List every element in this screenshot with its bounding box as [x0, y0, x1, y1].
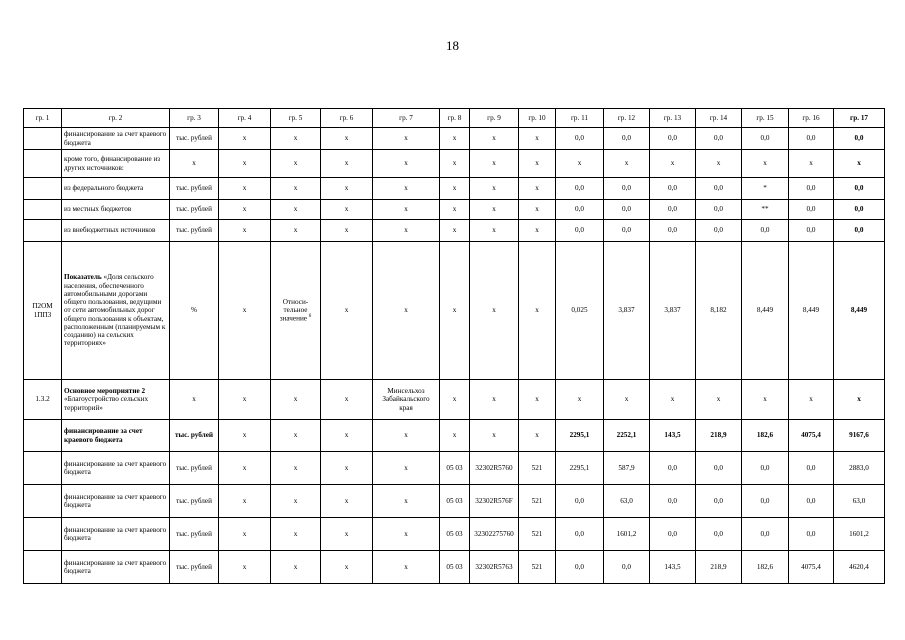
relative-value-label: Относи-тельное значение	[279, 297, 309, 323]
table-cell: x	[271, 420, 321, 452]
table-cell: тыс. рублей	[170, 420, 219, 452]
table-cell: x	[373, 420, 440, 452]
table-cell: 4620,4	[834, 551, 885, 584]
indicator-title-rest: «Доля сельского населения, обеспеченного автомобильными дорогами общего пользования, ведущими от сети автомобильных дорог общего пользования к объектам, расположенным (планируемым к созданию) на сельских территориях»	[64, 273, 166, 348]
row-label: финансирование за счет краевого бюджета	[62, 485, 170, 518]
table-cell: 32302R576F	[470, 485, 519, 518]
table-cell: тыс. рублей	[170, 452, 219, 485]
table-cell: 2883,0	[834, 452, 885, 485]
table-cell: x	[834, 380, 885, 420]
table-cell: 2295,1	[556, 420, 604, 452]
table-cell: 3,837	[650, 242, 696, 380]
table-cell: x	[470, 128, 519, 150]
table-cell: x	[219, 518, 271, 551]
table-cell: x	[271, 452, 321, 485]
measure-title-rest: «Благоустройство сельских территорий»	[64, 395, 149, 412]
measure-title-bold: Основное мероприятие 2	[64, 387, 146, 396]
table-cell: 143,5	[650, 551, 696, 584]
table-cell: x	[219, 128, 271, 150]
table-cell: 1601,2	[604, 518, 650, 551]
table-cell: x	[321, 420, 373, 452]
table-cell: 587,9	[604, 452, 650, 485]
table-cell: x	[696, 150, 742, 178]
page-number: 18	[446, 38, 459, 53]
column-header: гр. 9	[470, 109, 519, 128]
table-cell: x	[321, 518, 373, 551]
column-header: гр. 6	[321, 109, 373, 128]
budget-table	[23, 108, 885, 584]
table-cell: x	[271, 200, 321, 220]
table-cell: 0,0	[650, 200, 696, 220]
table-cell: 0,0	[834, 200, 885, 220]
table-cell: x	[440, 380, 470, 420]
table-cell: x	[440, 128, 470, 150]
table-cell: 05 03	[440, 551, 470, 584]
table-cell: тыс. рублей	[170, 128, 219, 150]
table-cell	[271, 242, 321, 380]
table-cell: 05 03	[440, 518, 470, 551]
table-cell: x	[219, 420, 271, 452]
table-cell: x	[219, 150, 271, 178]
table-cell: 0,0	[650, 220, 696, 242]
table-cell: Минсельхоз Забайкальского края	[373, 380, 440, 420]
table-cell: x	[556, 380, 604, 420]
table-cell: 0,0	[696, 485, 742, 518]
table-cell: тыс. рублей	[170, 178, 219, 200]
table-cell: тыс. рублей	[170, 485, 219, 518]
table-cell: 0,0	[604, 551, 650, 584]
table-cell: x	[519, 380, 556, 420]
table-cell: 0,0	[742, 452, 789, 485]
table-cell: x	[519, 242, 556, 380]
table-cell: тыс. рублей	[170, 200, 219, 220]
table-cell: 32302R5760	[470, 452, 519, 485]
table-cell: x	[519, 200, 556, 220]
table-cell: x	[219, 485, 271, 518]
table-cell: 0,0	[650, 485, 696, 518]
table-cell: 0,0	[556, 178, 604, 200]
measure-title	[62, 380, 170, 420]
table-cell: x	[373, 150, 440, 178]
table-cell: x	[321, 452, 373, 485]
funding-total-label: финансирование за счет краевого бюджета	[62, 420, 170, 452]
table-cell: x	[440, 150, 470, 178]
table-cell: x	[170, 380, 219, 420]
row-label: финансирование за счет краевого бюджета	[62, 452, 170, 485]
table-cell: **	[742, 200, 789, 220]
table-cell: 3,837	[604, 242, 650, 380]
table-cell: x	[271, 178, 321, 200]
row-label: финансирование за счет краевого бюджета	[62, 551, 170, 584]
table-cell: 0,0	[696, 200, 742, 220]
column-header: гр. 15	[742, 109, 789, 128]
table-cell: *	[742, 178, 789, 200]
table-cell: x	[219, 242, 271, 380]
table-cell: 0,0	[696, 220, 742, 242]
table-cell: 0,0	[604, 200, 650, 220]
table-cell: x	[650, 380, 696, 420]
row-label: из федерального бюджета	[62, 178, 170, 200]
table-cell: x	[440, 220, 470, 242]
table-cell: 0,0	[556, 220, 604, 242]
table-cell: x	[440, 420, 470, 452]
table-cell: x	[470, 420, 519, 452]
table-cell	[24, 178, 62, 200]
table-row	[24, 128, 885, 150]
table-cell: 4075,4	[789, 420, 834, 452]
table-cell: x	[271, 518, 321, 551]
table-cell: 0,0	[742, 220, 789, 242]
measure-row	[24, 380, 885, 420]
table-cell: тыс. рублей	[170, 220, 219, 242]
table-cell: 0,0	[556, 518, 604, 551]
funding-row	[24, 485, 885, 518]
table-cell: 05 03	[440, 485, 470, 518]
table-cell: x	[373, 220, 440, 242]
table-cell: 1601,2	[834, 518, 885, 551]
table-cell: 05 03	[440, 452, 470, 485]
table-cell: x	[219, 452, 271, 485]
table-cell: 0,0	[834, 128, 885, 150]
table-cell: x	[373, 485, 440, 518]
indicator-code: П2ОМ 1ПП3	[24, 242, 62, 380]
table-cell: x	[170, 150, 219, 178]
table-cell: 0,0	[789, 178, 834, 200]
table-cell: x	[470, 200, 519, 220]
indicator-title-bold: Показатель	[64, 273, 102, 282]
table-cell: 0,0	[696, 128, 742, 150]
table-cell: 0,0	[604, 220, 650, 242]
table-cell: x	[742, 150, 789, 178]
table-cell: 0,0	[650, 518, 696, 551]
table-cell: x	[470, 220, 519, 242]
table-cell: x	[271, 128, 321, 150]
table-cell: 0,0	[789, 200, 834, 220]
table-cell: 0,0	[556, 128, 604, 150]
table-cell	[24, 220, 62, 242]
column-header: гр. 17	[834, 109, 885, 128]
table-cell: 0,0	[789, 452, 834, 485]
column-header: гр. 16	[789, 109, 834, 128]
table-cell: 32302R5763	[470, 551, 519, 584]
table-cell: 143,5	[650, 420, 696, 452]
table-cell: x	[373, 518, 440, 551]
table-cell: 0,0	[696, 452, 742, 485]
row-label: из внебюджетных источников	[62, 220, 170, 242]
table-cell: x	[470, 242, 519, 380]
table-cell: 8,449	[834, 242, 885, 380]
table-cell: 0,025	[556, 242, 604, 380]
table-cell: 0,0	[556, 200, 604, 220]
funding-row	[24, 452, 885, 485]
table-cell: x	[470, 150, 519, 178]
table-cell: x	[789, 150, 834, 178]
table-row	[24, 178, 885, 200]
table-cell: x	[271, 380, 321, 420]
table-cell: 63,0	[834, 485, 885, 518]
table-cell: x	[519, 178, 556, 200]
column-header: гр. 8	[440, 109, 470, 128]
table-cell: 0,0	[650, 128, 696, 150]
table-cell: 8,182	[696, 242, 742, 380]
table-cell: x	[440, 178, 470, 200]
table-cell: тыс. рублей	[170, 518, 219, 551]
table-cell	[24, 150, 62, 178]
table-cell: 63,0	[604, 485, 650, 518]
table-cell: 0,0	[834, 220, 885, 242]
table-cell: 521	[519, 518, 556, 551]
table-cell: x	[321, 150, 373, 178]
table-cell: x	[604, 380, 650, 420]
table-cell: x	[321, 128, 373, 150]
table-cell: 0,0	[789, 518, 834, 551]
table-cell: 0,0	[789, 485, 834, 518]
table-cell	[24, 518, 62, 551]
row-label: финансирование за счет краевого бюджета	[62, 128, 170, 150]
table-cell: x	[373, 242, 440, 380]
table-cell: 0,0	[650, 452, 696, 485]
table-cell: x	[440, 200, 470, 220]
table-cell: x	[219, 178, 271, 200]
table-cell: 0,0	[556, 485, 604, 518]
table-cell: 0,0	[742, 485, 789, 518]
table-cell: 0,0	[650, 178, 696, 200]
table-cell: x	[742, 380, 789, 420]
table-cell: x	[321, 220, 373, 242]
table-cell: 521	[519, 551, 556, 584]
table-cell	[24, 420, 62, 452]
table-cell: 2295,1	[556, 452, 604, 485]
table-cell: x	[271, 551, 321, 584]
table-cell: 0,0	[742, 518, 789, 551]
table-cell: 182,6	[742, 420, 789, 452]
table-cell: x	[373, 452, 440, 485]
row-label: кроме того, финансирование из других источников:	[62, 150, 170, 178]
column-header: гр. 3	[170, 109, 219, 128]
table-cell: x	[219, 220, 271, 242]
table-cell: 182,6	[742, 551, 789, 584]
table-cell: 8,449	[742, 242, 789, 380]
table-cell: x	[219, 380, 271, 420]
table-cell: 521	[519, 485, 556, 518]
column-header: гр. 12	[604, 109, 650, 128]
table-cell	[24, 452, 62, 485]
table-cell	[24, 200, 62, 220]
table-cell: 2252,1	[604, 420, 650, 452]
table-cell: 0,0	[604, 128, 650, 150]
table-cell: x	[271, 485, 321, 518]
table-cell: x	[519, 150, 556, 178]
table-cell: x	[470, 178, 519, 200]
table-cell: x	[556, 150, 604, 178]
table-cell: x	[440, 242, 470, 380]
table-cell: x	[373, 128, 440, 150]
table-cell: x	[321, 200, 373, 220]
header-row	[24, 109, 885, 128]
table-cell: x	[321, 380, 373, 420]
table-cell: 0,0	[696, 178, 742, 200]
table-cell: 521	[519, 452, 556, 485]
table-cell: x	[373, 551, 440, 584]
table-cell: x	[834, 150, 885, 178]
table-cell: 0,0	[604, 178, 650, 200]
table-cell: x	[373, 178, 440, 200]
table-cell	[24, 485, 62, 518]
table-cell: 0,0	[789, 128, 834, 150]
column-header: гр. 2	[62, 109, 170, 128]
table-cell: x	[519, 220, 556, 242]
table-cell: 4075,4	[789, 551, 834, 584]
table-cell: 0,0	[789, 220, 834, 242]
table-cell: %	[170, 242, 219, 380]
table-row	[24, 220, 885, 242]
table-cell: 0,0	[696, 518, 742, 551]
column-header: гр. 4	[219, 109, 271, 128]
table-row	[24, 200, 885, 220]
funding-total-row	[24, 420, 885, 452]
row-label: из местных бюджетов	[62, 200, 170, 220]
table-cell: x	[519, 420, 556, 452]
table-cell	[24, 128, 62, 150]
table-cell: 218,9	[696, 420, 742, 452]
indicator-row	[24, 242, 885, 380]
table-cell: x	[219, 200, 271, 220]
table-cell: x	[696, 380, 742, 420]
table-cell: 218,9	[696, 551, 742, 584]
table-cell: x	[271, 150, 321, 178]
table-cell: x	[650, 150, 696, 178]
table-cell: x	[470, 380, 519, 420]
column-header: гр. 7	[373, 109, 440, 128]
table-cell: x	[219, 551, 271, 584]
table-cell: x	[271, 220, 321, 242]
table-cell: 0,0	[556, 551, 604, 584]
table-cell: x	[321, 551, 373, 584]
table-cell: x	[789, 380, 834, 420]
column-header: гр. 10	[519, 109, 556, 128]
table-cell: x	[373, 200, 440, 220]
column-header: гр. 1	[24, 109, 62, 128]
table-cell: 0,0	[834, 178, 885, 200]
table-cell	[24, 551, 62, 584]
column-header: гр. 14	[696, 109, 742, 128]
indicator-title	[62, 242, 170, 380]
table-cell: x	[321, 242, 373, 380]
table-cell: x	[321, 485, 373, 518]
funding-row	[24, 518, 885, 551]
table-cell: x	[321, 178, 373, 200]
row-label: финансирование за счет краевого бюджета	[62, 518, 170, 551]
table-cell: 9167,6	[834, 420, 885, 452]
column-header: гр. 5	[271, 109, 321, 128]
table-row	[24, 150, 885, 178]
table-cell: x	[604, 150, 650, 178]
column-header: гр. 13	[650, 109, 696, 128]
funding-row	[24, 551, 885, 584]
footnote-mark: 6	[308, 314, 312, 320]
table-cell: 32302275760	[470, 518, 519, 551]
table-cell: тыс. рублей	[170, 551, 219, 584]
measure-code: 1.3.2	[24, 380, 62, 420]
table-cell: 8,449	[789, 242, 834, 380]
column-header: гр. 11	[556, 109, 604, 128]
table-cell: x	[519, 128, 556, 150]
table-cell: 0,0	[742, 128, 789, 150]
